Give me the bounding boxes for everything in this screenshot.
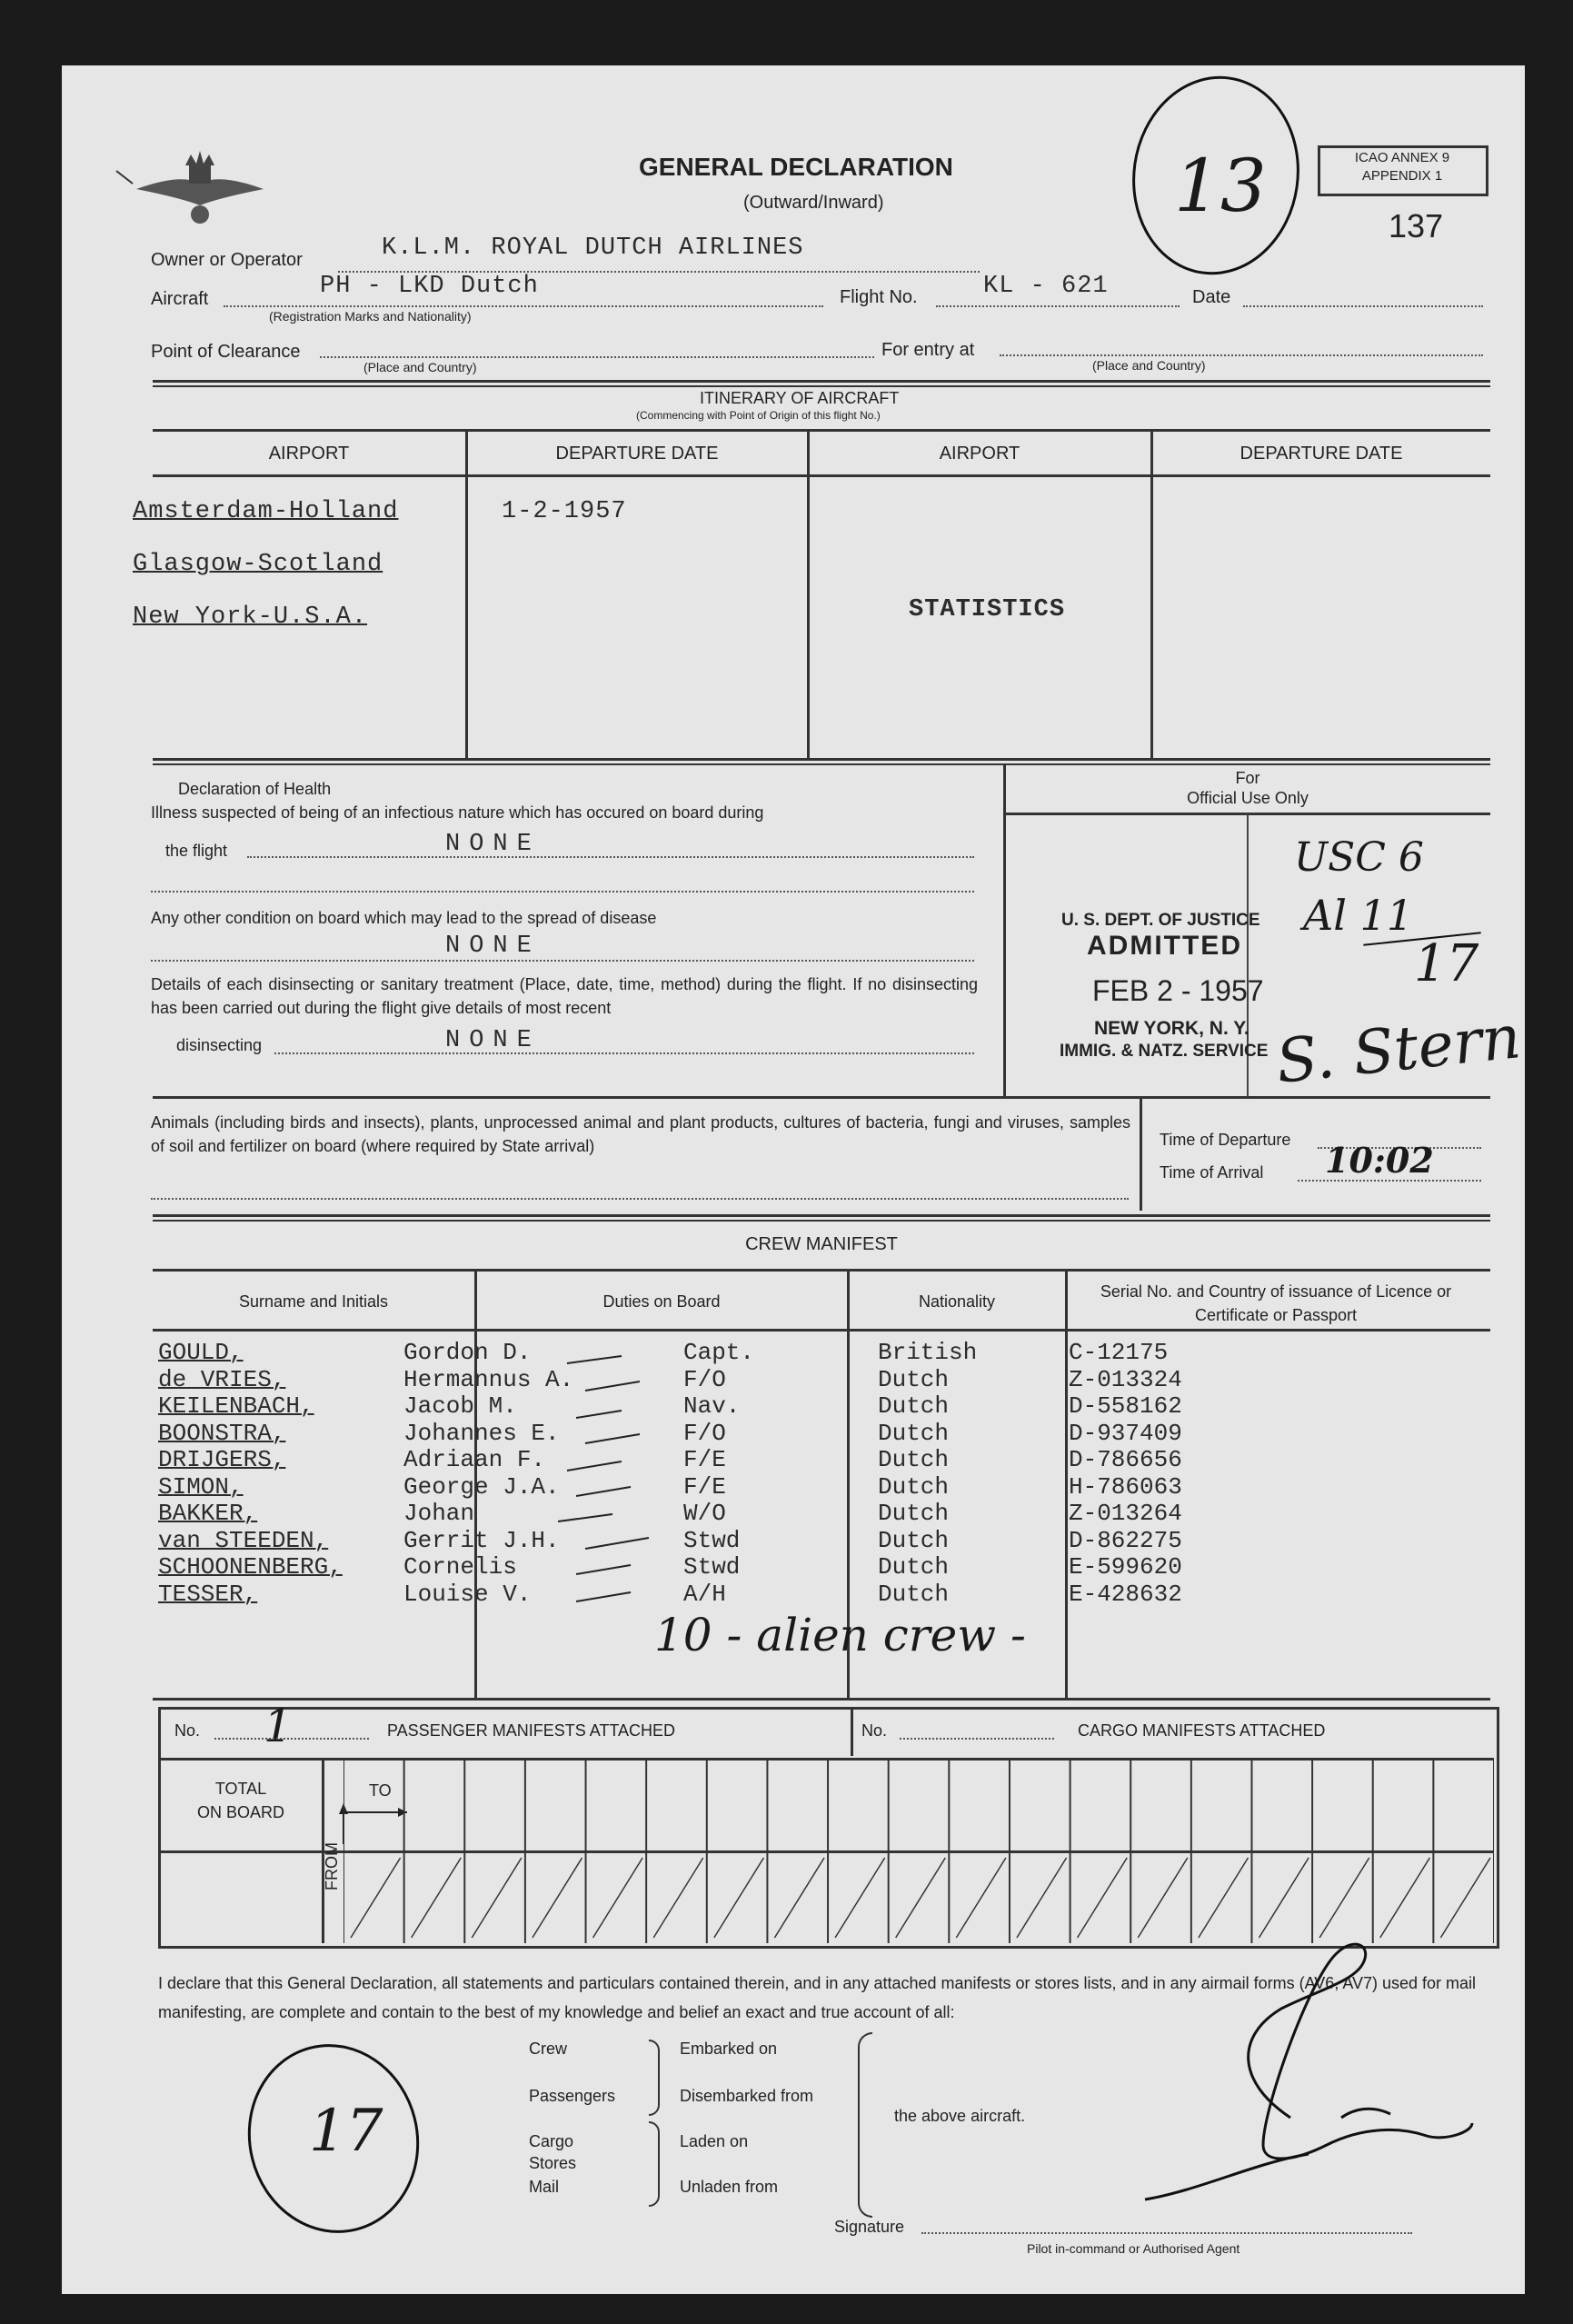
- crew-duty: F/E: [683, 1446, 726, 1473]
- crew-surname: BOONSTRA,: [158, 1419, 286, 1447]
- signature-label: Signature: [834, 2218, 905, 2236]
- decl-disembarked: Disembarked from: [680, 2087, 814, 2105]
- crew-surname: van STEEDEN,: [158, 1526, 329, 1554]
- official-hand-line-3: 17: [1414, 934, 1479, 993]
- passenger-manifests-label: PASSENGER MANIFESTS ATTACHED: [387, 1721, 676, 1740]
- crew-serial: D-558162: [1069, 1392, 1182, 1420]
- owner-label: Owner or Operator: [151, 250, 303, 270]
- crew-duty: W/O: [683, 1500, 726, 1527]
- crew-duty: Stwd: [683, 1526, 741, 1554]
- decl-crew: Crew: [529, 2040, 568, 2058]
- decl-laden: Laden on: [680, 2132, 749, 2150]
- crew-serial: E-428632: [1069, 1580, 1182, 1608]
- crew-title: CREW MANIFEST: [745, 1234, 898, 1254]
- total-on-board-1: TOTAL: [214, 1780, 267, 1798]
- official-hand-line-2: Al 11: [1303, 891, 1414, 940]
- airport-glasgow: Glasgow-Scotland: [133, 551, 383, 578]
- decl-above-aircraft: the above aircraft.: [894, 2107, 1026, 2125]
- crew-nationality: Dutch: [878, 1580, 950, 1608]
- health-answer-3: NONE: [445, 1027, 541, 1054]
- itinerary-title: ITINERARY OF AIRCRAFT: [700, 389, 900, 407]
- crew-surname: TESSER,: [158, 1580, 258, 1608]
- official-title-2: Official Use Only: [1187, 789, 1309, 807]
- decl-stores: Stores: [529, 2154, 577, 2172]
- decl-embarked: Embarked on: [680, 2040, 778, 2058]
- crew-given-name: Gerrit J.H.: [403, 1526, 560, 1554]
- crew-duty: Nav.: [683, 1392, 741, 1420]
- crew-header-serial: Serial No. and Country of issuance of Licence or Certificate or Passport: [1100, 1282, 1452, 1324]
- from-label: FROM: [323, 1842, 341, 1890]
- health-title: Declaration of Health: [178, 780, 332, 798]
- manifest-cells: [343, 1760, 1494, 1943]
- itinerary-header-airport-2: AIRPORT: [939, 444, 1020, 464]
- decl-unladen: Unladen from: [680, 2178, 779, 2196]
- handwritten-17: 17: [309, 2098, 383, 2165]
- airport-new-york: New York-U.S.A.: [133, 603, 368, 631]
- aircraft-label: Aircraft: [151, 289, 209, 309]
- crew-header-duties: Duties on Board: [602, 1292, 721, 1311]
- clearance-label: Point of Clearance: [151, 342, 301, 362]
- aircraft-value: PH - LKD Dutch: [320, 273, 539, 300]
- crew-serial: D-786656: [1069, 1446, 1182, 1473]
- crew-nationality: Dutch: [878, 1419, 950, 1447]
- date-label: Date: [1192, 287, 1231, 307]
- icao-box: ICAO ANNEX 9 APPENDIX 1: [1318, 145, 1488, 196]
- crew-nationality: British: [878, 1339, 978, 1366]
- arrival-time-label: Time of Arrival: [1160, 1163, 1264, 1182]
- official-hand-line-1: USC 6: [1294, 834, 1424, 881]
- owner-value: K.L.M. ROYAL DUTCH AIRLINES: [382, 234, 804, 262]
- crew-surname: BAKKER,: [158, 1500, 258, 1527]
- health-q3: Details of each disinsecting or sanitary treatment (Place, date, time, method) during the flight. If no disinsecting has been carried out during the flight give details of most recent: [151, 975, 978, 1017]
- to-label: TO: [369, 1781, 392, 1800]
- crew-given-name: Johan: [403, 1500, 475, 1527]
- health-q2: Any other condition on board which may lead to the spread of disease: [151, 909, 657, 927]
- statistics-stamp: STATISTICS: [909, 596, 1066, 623]
- health-answer-2: NONE: [445, 933, 541, 960]
- airport-amsterdam: Amsterdam-Holland: [133, 498, 399, 525]
- crew-serial: Z-013264: [1069, 1500, 1182, 1527]
- crew-surname: SCHOONENBERG,: [158, 1553, 343, 1581]
- admitted-stamp-line-2: ADMITTED: [1087, 931, 1242, 961]
- crew-duty: A/H: [683, 1580, 726, 1608]
- crew-surname: GOULD,: [158, 1339, 244, 1366]
- crew-nationality: Dutch: [878, 1365, 950, 1393]
- pilot-signature: [1127, 1927, 1490, 2218]
- crew-surname: SIMON,: [158, 1472, 244, 1501]
- health-q3b: disinsecting: [176, 1036, 263, 1054]
- crew-given-name: George J.A.: [403, 1472, 560, 1501]
- arrival-time-value: 10:02: [1325, 1140, 1434, 1181]
- klm-crown-logo: [109, 127, 291, 227]
- tick-marks: [549, 1343, 667, 1616]
- crew-given-name: Jacob M.: [403, 1392, 517, 1420]
- crew-nationality: Dutch: [878, 1500, 950, 1527]
- animals-text: Animals (including birds and insects), plants, unprocessed animal and plant products, cultures of bacteria, fungi and viruses, samples of soil and fertilizer on board (where required by State arrival): [151, 1113, 1130, 1155]
- passenger-no-label: No.: [174, 1721, 201, 1740]
- decl-cargo: Cargo: [529, 2132, 574, 2150]
- itinerary-header-airport-1: AIRPORT: [268, 444, 350, 464]
- crew-nationality: Dutch: [878, 1526, 950, 1554]
- crew-surname: DRIJGERS,: [158, 1446, 286, 1473]
- health-q1: Illness suspected of being of an infectious nature which has occured on board during: [151, 803, 764, 822]
- total-on-board-2: ON BOARD: [196, 1803, 284, 1821]
- page-number: 137: [1389, 207, 1444, 244]
- crew-serial: C-12175: [1069, 1339, 1169, 1366]
- registration-caption: (Registration Marks and Nationality): [269, 309, 472, 324]
- crew-hand-note: 10 - alien crew -: [654, 1609, 1026, 1661]
- itinerary-header-date-2: DEPARTURE DATE: [1239, 444, 1403, 464]
- entry-label: For entry at: [881, 340, 975, 360]
- health-answer-1: NONE: [445, 831, 541, 858]
- passenger-no-value: 1: [264, 1700, 293, 1752]
- cargo-no-label: No.: [861, 1721, 888, 1740]
- crew-given-name: Gordon D.: [403, 1339, 532, 1366]
- admitted-stamp-line-4: NEW YORK, N. Y.: [1094, 1018, 1249, 1039]
- admitted-stamp-date: FEB 2 - 1957: [1092, 974, 1264, 1007]
- form-title: GENERAL DECLARATION: [639, 153, 953, 181]
- crew-duty: F/E: [683, 1472, 726, 1501]
- crew-duty: Stwd: [683, 1553, 741, 1581]
- official-title-1: For: [1235, 769, 1260, 787]
- crew-duty: Capt.: [683, 1339, 755, 1366]
- crew-duty: F/O: [683, 1419, 726, 1447]
- crew-nationality: Dutch: [878, 1392, 950, 1420]
- cargo-manifests-label: CARGO MANIFESTS ATTACHED: [1078, 1721, 1326, 1740]
- itinerary-header-date-1: DEPARTURE DATE: [555, 444, 719, 464]
- crew-given-name: Cornelis: [403, 1553, 517, 1581]
- crew-nationality: Dutch: [878, 1472, 950, 1501]
- crew-list: [0, 1340, 1573, 1612]
- departure-date-1: 1-2-1957: [502, 498, 627, 525]
- crew-given-name: Johannes E.: [403, 1419, 560, 1447]
- decl-mail: Mail: [529, 2178, 560, 2196]
- decl-passengers: Passengers: [529, 2087, 616, 2105]
- official-signature: S. Stern: [1272, 1002, 1524, 1097]
- crew-header-surname: Surname and Initials: [238, 1292, 389, 1311]
- crew-duty: F/O: [683, 1365, 726, 1393]
- declaration-brace: [858, 2032, 872, 2218]
- crew-serial: Z-013324: [1069, 1365, 1182, 1393]
- crew-header-nationality: Nationality: [918, 1292, 996, 1311]
- crew-nationality: Dutch: [878, 1553, 950, 1581]
- entry-caption: (Place and Country): [1092, 358, 1206, 373]
- clearance-caption: (Place and Country): [363, 360, 477, 374]
- itinerary-subtitle: (Commencing with Point of Origin of this flight No.): [636, 409, 881, 422]
- crew-serial: D-862275: [1069, 1526, 1182, 1554]
- departure-time-label: Time of Departure: [1160, 1131, 1291, 1149]
- flight-label: Flight No.: [840, 287, 918, 307]
- crew-serial: E-599620: [1069, 1553, 1182, 1581]
- form-subtitle: (Outward/Inward): [743, 193, 884, 213]
- health-q1b: the flight: [165, 842, 228, 860]
- admitted-stamp-line-5: IMMIG. & NATZ. SERVICE: [1060, 1042, 1269, 1061]
- crew-serial: D-937409: [1069, 1419, 1182, 1447]
- signature-caption: Pilot in-command or Authorised Agent: [1027, 2241, 1240, 2256]
- crew-given-name: Adriaan F.: [403, 1446, 546, 1473]
- admitted-stamp-line-1: U. S. DEPT. OF JUSTICE: [1061, 911, 1260, 930]
- crew-serial: H-786063: [1069, 1472, 1182, 1501]
- declaration-text: I declare that this General Declaration, all statements and particulars contained therein, and in any attached manifests or stores lists, and in any airmail forms (AV6, AV7) used for mail manifesting, are complete and contain to the best of my knowledge and belief an exact and true account of all:: [158, 1974, 1477, 2021]
- crew-surname: KEILENBACH,: [158, 1392, 314, 1420]
- crew-nationality: Dutch: [878, 1446, 950, 1473]
- crew-given-name: Hermannus A.: [403, 1365, 574, 1393]
- flight-value: KL - 621: [983, 273, 1109, 300]
- handwritten-13: 13: [1174, 144, 1267, 228]
- crew-given-name: Louise V.: [403, 1580, 532, 1608]
- crew-surname: de VRIES,: [158, 1365, 286, 1393]
